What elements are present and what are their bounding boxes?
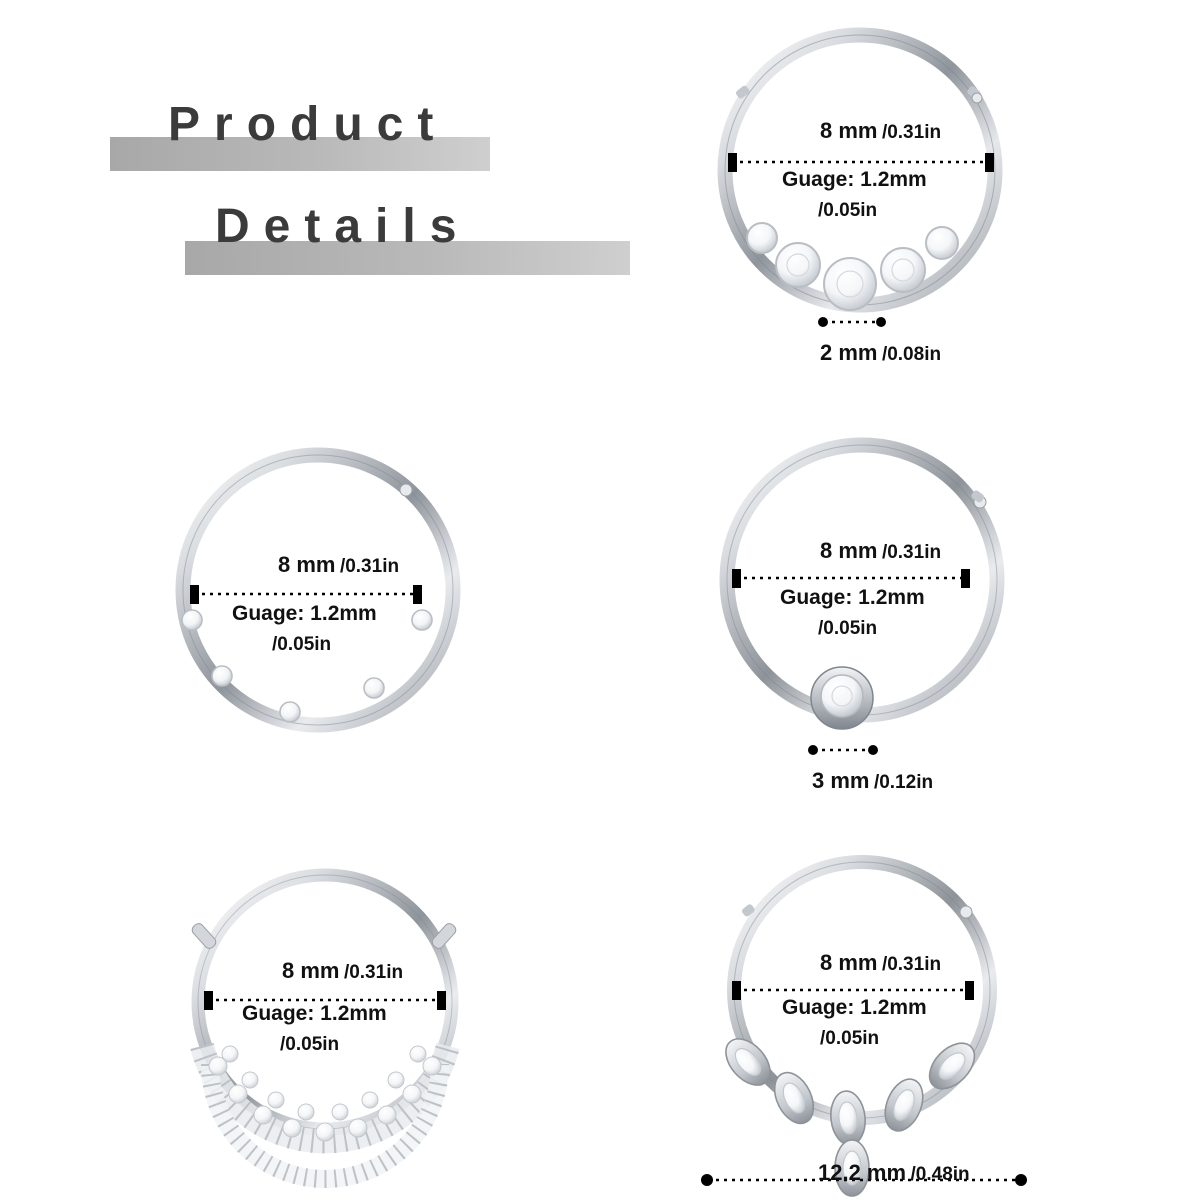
ball-size-label-3: 3 mm /0.12in — [812, 768, 934, 793]
diameter-label-2: 8 mm /0.31in — [278, 552, 400, 577]
product-cell-captive-bead-cz-ball — [690, 430, 1110, 830]
gauge-label-2: Guage: 1.2mm — [232, 602, 377, 625]
title-line-1: Product — [168, 98, 448, 151]
gauge-label-5: Guage: 1.2mm — [782, 996, 927, 1019]
diameter-label-1: 8 mm /0.31in — [820, 118, 942, 143]
product-cell-clicker-with-cz-cluster — [690, 10, 1110, 400]
product-cell-clicker-side-set-cz — [150, 430, 550, 790]
gauge-inch-label-3: /0.05in — [818, 618, 878, 639]
product-cell-pave-double-row-hoop — [150, 850, 550, 1190]
diameter-label-4: 8 mm /0.31in — [282, 958, 404, 983]
page-title — [110, 95, 580, 285]
diameter-label-3: 8 mm /0.31in — [820, 538, 942, 563]
diameter-label-5: 8 mm /0.31in — [820, 950, 942, 975]
gauge-inch-label-5: /0.05in — [820, 1028, 880, 1049]
product-image-clicker-side-set-cz — [150, 430, 550, 760]
product-cell-marquise-petal-clicker — [690, 850, 1120, 1195]
gauge-inch-label-1: /0.05in — [818, 200, 878, 221]
product-image-marquise-petal-clicker — [690, 850, 1120, 1195]
gauge-label-1: Guage: 1.2mm — [782, 168, 927, 191]
product-image-captive-bead-cz-ball — [690, 430, 1110, 790]
gauge-inch-label-2: /0.05in — [272, 634, 332, 655]
gauge-label-3: Guage: 1.2mm — [780, 586, 925, 609]
total-width-label-5: 12.2 mm /0.48in — [818, 1160, 970, 1185]
gauge-label-4: Guage: 1.2mm — [242, 1002, 387, 1025]
gauge-inch-label-4: /0.05in — [280, 1034, 340, 1055]
title-line-2: Details — [215, 200, 471, 253]
stone-size-label-1: 2 mm /0.08in — [820, 340, 942, 365]
